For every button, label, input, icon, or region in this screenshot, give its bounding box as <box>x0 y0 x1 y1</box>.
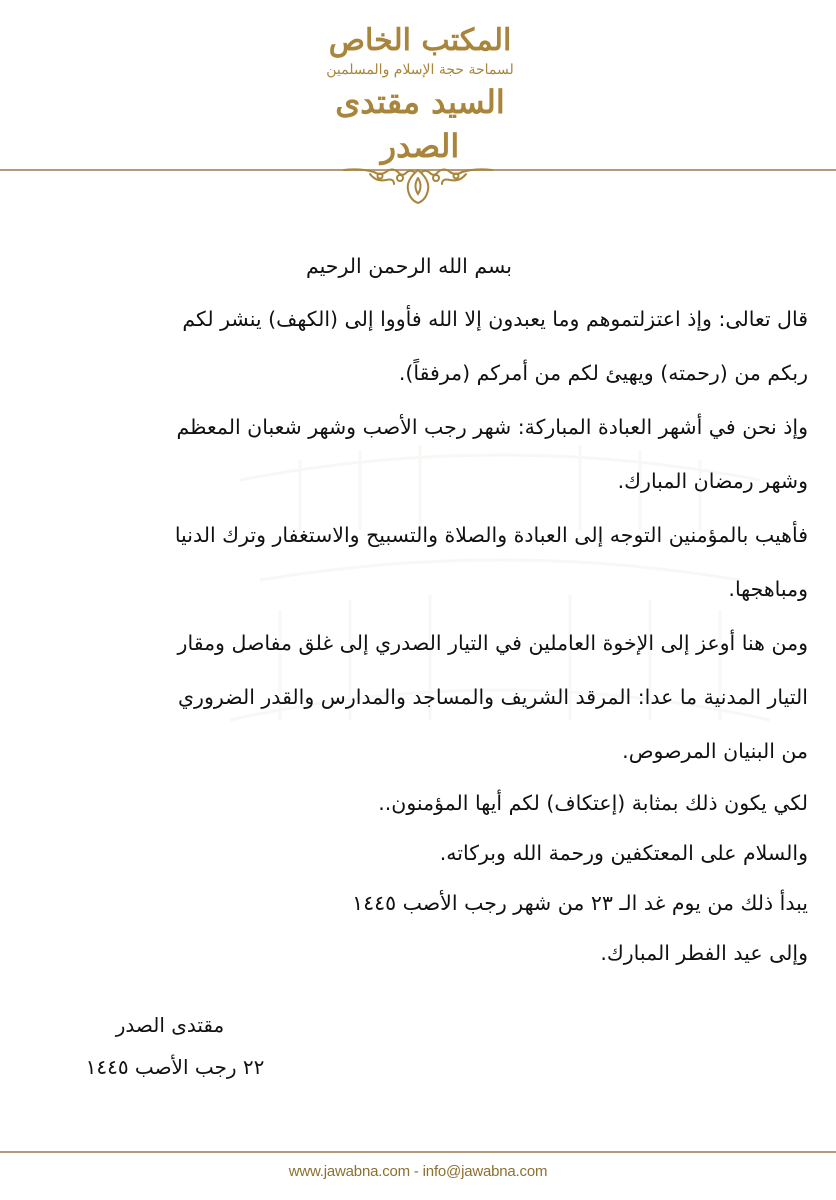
letter-line: وإذ نحن في أشهر العبادة المباركة: شهر رجب الأصب وشهر شعبان المعظم <box>176 415 808 439</box>
signature-name: مقتدى الصدر <box>115 1013 225 1037</box>
ornament-icon <box>340 164 496 206</box>
letter-line: التيار المدنية ما عدا: المرقد الشريف والمساجد والمدارس والقدر الضروري <box>178 685 808 709</box>
letter-line: والسلام على المعتكفين ورحمة الله وبركاته. <box>439 841 808 865</box>
letter-line: فأهيب بالمؤمنين التوجه إلى العبادة والصلاة والتسبيح والاستغفار وترك الدنيا <box>174 523 808 547</box>
letter-line: ومن هنا أوعز إلى الإخوة العاملين في التيار الصدري إلى غلق مفاصل ومقار <box>177 631 808 655</box>
letter-line: ربكم من (رحمته) ويهيئ لكم من أمركم (مرفقاً). <box>398 361 808 385</box>
letterhead-logo <box>295 22 545 165</box>
letter-line: ومباهجها. <box>728 577 808 601</box>
letter-line: وإلى عيد الفطر المبارك. <box>600 941 808 965</box>
letterhead-name: السيد مقتدى الصدر <box>335 83 505 165</box>
basmala: بسم الله الرحمن الرحيم <box>305 254 513 278</box>
letter-line: يبدأ ذلك من يوم غد الـ ٢٣ من شهر رجب الأصب ١٤٤٥ <box>352 891 808 915</box>
footer-divider <box>0 1151 836 1153</box>
letter-line: قال تعالى: وإذ اعتزلتموهم وما يعبدون إلا الله فأووا إلى (الكهف) ينشر لكم <box>182 307 808 331</box>
signature-block <box>60 1003 290 1087</box>
letter-line: لكي يكون ذلك بمثابة (إعتكاف) لكم أيها المؤمنون.. <box>378 791 808 815</box>
letterhead-subtitle: لسماحة حجة الإسلام والمسلمين <box>326 62 514 78</box>
letter-line: من البنيان المرصوص. <box>622 739 808 763</box>
letterhead-title: المكتب الخاص <box>328 23 512 58</box>
letter-line: وشهر رمضان المبارك. <box>617 469 808 493</box>
signature-date: ٢٢ رجب الأصب ١٤٤٥ <box>85 1055 265 1079</box>
letter-body <box>40 240 808 978</box>
footer-contact: www.jawabna.com - info@jawabna.com <box>288 1163 548 1180</box>
letterhead <box>0 0 836 210</box>
